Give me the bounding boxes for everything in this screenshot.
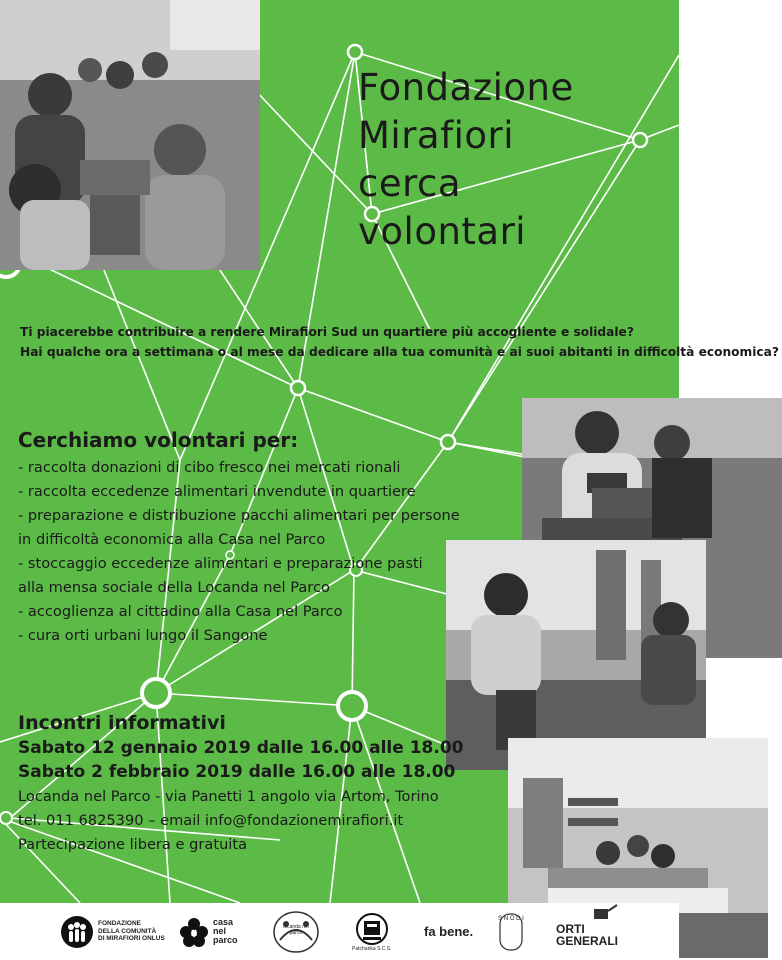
casa-logo-line-2: nel	[213, 926, 227, 936]
list-item: - accoglienza al cittadino alla Casa nel Parco	[18, 603, 343, 620]
orti-logo-line-2: GENERALI	[556, 933, 619, 948]
volunteer-duties-list	[18, 456, 460, 648]
list-item: alla mensa sociale della Locanda nel Parco	[18, 579, 330, 596]
casa-logo-line-1: casa	[213, 917, 234, 927]
meetings-heading: Incontri informativi	[18, 712, 226, 734]
meeting-date-2: Sabato 2 febbraio 2019 dalle 16.00 alle 18.00	[18, 762, 456, 782]
fondazione-logo-line-3: DI MIRAFIORI ONLUS	[98, 935, 165, 943]
patchanka-logo-text: Patchanka S.C.S.	[352, 945, 392, 952]
title-line-2: Mirafiori	[358, 114, 515, 157]
fondazione-logo-line-2: DELLA COMUNITÀ	[98, 927, 157, 935]
watering-can-icon	[590, 903, 618, 923]
list-item: - preparazione e distribuzione pacchi alimentari per persone	[18, 507, 460, 524]
volunteer-heading: Cerchiamo volontari per:	[18, 428, 299, 452]
fondazione-logo-line-1: FONDAZIONE	[98, 920, 141, 928]
photo-volunteers-market	[0, 0, 260, 270]
photo-urban-garden	[446, 540, 706, 770]
list-item: - cura orti urbani lungo il Sangone	[18, 627, 268, 644]
title-line-4: volontari	[358, 210, 527, 253]
orti-logo-line-1: ORTI	[556, 921, 585, 936]
participation-note: Partecipazione libera e gratuita	[18, 836, 248, 853]
casa-logo-line-3: parco	[213, 935, 238, 945]
fondazione-emblem-icon	[60, 915, 94, 949]
logo-snodi	[498, 903, 524, 960]
meeting-date-1: Sabato 12 gennaio 2019 dalle 16.00 alle 18.00	[18, 738, 464, 758]
logo-fondazione-mirafiori	[60, 903, 165, 960]
logo-patchanka	[352, 903, 391, 960]
footer-logos	[0, 903, 679, 960]
casa-flower-icon	[178, 916, 210, 948]
logo-fa-bene	[424, 903, 473, 960]
logo-locanda-nel-parco	[272, 903, 320, 960]
list-item: - raccolta donazioni di cibo fresco nei mercati rionali	[18, 459, 401, 476]
title-line-1: Fondazione	[358, 66, 574, 109]
snodi-logo-text: S N O D I	[498, 915, 524, 922]
list-item: in difficoltà economica alla Casa nel Parco	[18, 531, 326, 548]
logo-casa-nel-parco	[178, 903, 238, 960]
list-item: - stoccaggio eccedenze alimentari e preparazione pasti	[18, 555, 423, 572]
logo-orti-generali	[556, 903, 618, 960]
patchanka-emblem-icon	[355, 912, 389, 946]
intro-question-1: Ti piacerebbe contribuire a rendere Mirafiori Sud un quartiere più accogliente e solidale?	[20, 325, 634, 339]
meeting-location: Locanda nel Parco - via Panetti 1 angolo via Artom, Torino	[18, 788, 439, 805]
fabene-logo-text: fa bene.	[424, 924, 474, 939]
locanda-logo-text: locanda nel parco	[283, 923, 309, 936]
intro-question-2: Hai qualche ora a settimana o al mese da dedicare alla tua comunità e ai suoi abitanti in difficoltà economica?	[20, 345, 779, 359]
contact-info: tel. 011 6825390 – email info@fondazionemirafiori.it	[18, 812, 404, 829]
title-line-3: cerca	[358, 162, 462, 205]
poster-title	[358, 64, 574, 256]
list-item: - raccolta eccedenze alimentari invendute in quartiere	[18, 483, 416, 500]
